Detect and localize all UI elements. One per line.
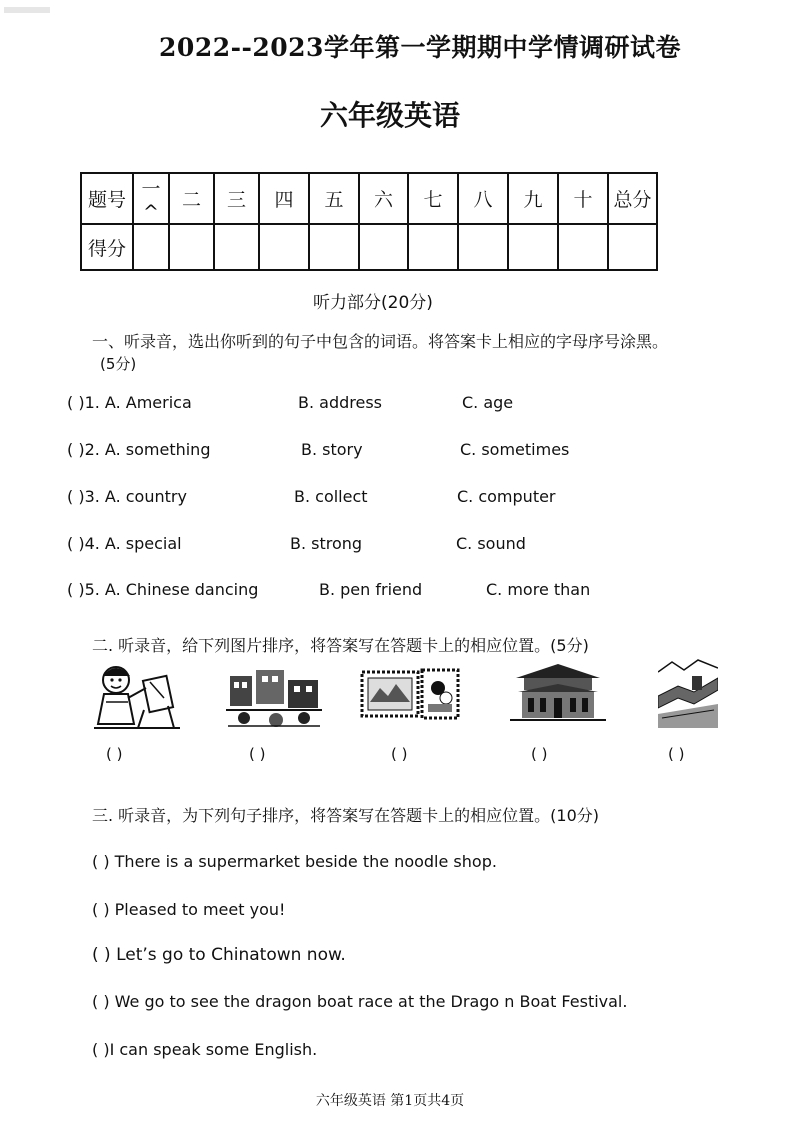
score-input-cell[interactable] (259, 224, 309, 270)
sentence-1: ( ) There is a supermarket beside the noodle shop. (92, 852, 497, 871)
question-1: ( )1. A. America (67, 393, 192, 412)
sentence-5: ( )I can speak some English. (92, 1040, 318, 1059)
picture-5-answer-blank[interactable]: ( ) (668, 745, 685, 763)
part1-instruction: 一、听录音，选出你听到的句子中包含的词语。将答案卡上相应的字母序号涂黑。 (92, 332, 669, 351)
score-input-cell[interactable] (608, 224, 657, 270)
table-cell: 五 (309, 173, 359, 224)
score-input-cell[interactable] (458, 224, 508, 270)
street-scene-picture (226, 666, 322, 730)
score-input-cell[interactable] (508, 224, 558, 270)
question-2-option-c: C. sometimes (460, 440, 570, 459)
table-cell: 题号 (81, 173, 133, 224)
picture-2-answer-blank[interactable]: ( ) (249, 745, 266, 763)
table-cell: 七 (408, 173, 458, 224)
question-3: ( )3. A. country (67, 487, 187, 506)
question-3-option-c: C. computer (457, 487, 556, 506)
table-cell: 三 (214, 173, 259, 224)
question-4: ( )4. A. special (67, 534, 182, 553)
great-wall-picture (658, 656, 718, 728)
table-cell: 四 (259, 173, 309, 224)
score-input-cell[interactable] (359, 224, 408, 270)
question-4-option-c: C. sound (456, 534, 526, 553)
score-input-cell[interactable] (309, 224, 359, 270)
score-input-cell[interactable] (214, 224, 259, 270)
corner-watermark (4, 0, 56, 10)
table-cell: 得分 (81, 224, 133, 270)
score-table (80, 172, 658, 271)
question-2-option-b: B. story (301, 440, 363, 459)
table-cell: 六 (359, 173, 408, 224)
picture-3-answer-blank[interactable]: ( ) (391, 745, 408, 763)
table-cell: 九 (508, 173, 558, 224)
score-input-cell[interactable] (133, 224, 169, 270)
question-3-option-b: B. collect (294, 487, 368, 506)
question-5: ( )5. A. Chinese dancing (67, 580, 259, 599)
question-4-option-b: B. strong (290, 534, 363, 553)
score-table-score-row (81, 224, 657, 270)
part3-instruction: 三. 听录音，为下列句子排序，将答案写在答题卡上的相应位置。(10分) (92, 806, 600, 825)
stamps-picture (360, 666, 462, 722)
sentence-2: ( ) Pleased to meet you! (92, 900, 286, 919)
table-cell: 八 (458, 173, 508, 224)
table-cell: 一^ (133, 173, 169, 224)
sentence-3: ( ) Let’s go to Chinatown now. (92, 945, 346, 965)
picture-1-answer-blank[interactable]: ( ) (106, 745, 123, 763)
girl-painting-picture (94, 658, 180, 732)
building-picture (510, 660, 606, 726)
question-1-option-c: C. age (462, 393, 514, 412)
question-1-option-b: B. address (298, 393, 383, 412)
page-footer: 六年级英语 第1页共4页 (315, 1093, 465, 1109)
table-cell: 十 (558, 173, 608, 224)
score-table-header-row (81, 173, 657, 224)
score-input-cell[interactable] (408, 224, 458, 270)
picture-4-answer-blank[interactable]: ( ) (531, 745, 548, 763)
question-2: ( )2. A. something (67, 440, 211, 459)
question-5-option-c: C. more than (486, 580, 591, 599)
exam-subtitle: 六年级英语 (319, 99, 460, 132)
part1-points: (5分) (100, 355, 137, 373)
part2-instruction: 二. 听录音，给下列图片排序，将答案写在答题卡上的相应位置。(5分) (92, 636, 589, 655)
table-cell: 二 (169, 173, 214, 224)
exam-title: 2022--2023学年第一学期期中学情调研试卷 (159, 33, 681, 62)
listening-heading: 听力部分(20分) (313, 293, 433, 313)
score-input-cell[interactable] (169, 224, 214, 270)
question-5-option-b: B. pen friend (319, 580, 423, 599)
table-cell: 总分 (608, 173, 657, 224)
score-input-cell[interactable] (558, 224, 608, 270)
sentence-4: ( ) We go to see the dragon boat race at the Drago n Boat Festival. (92, 992, 628, 1011)
